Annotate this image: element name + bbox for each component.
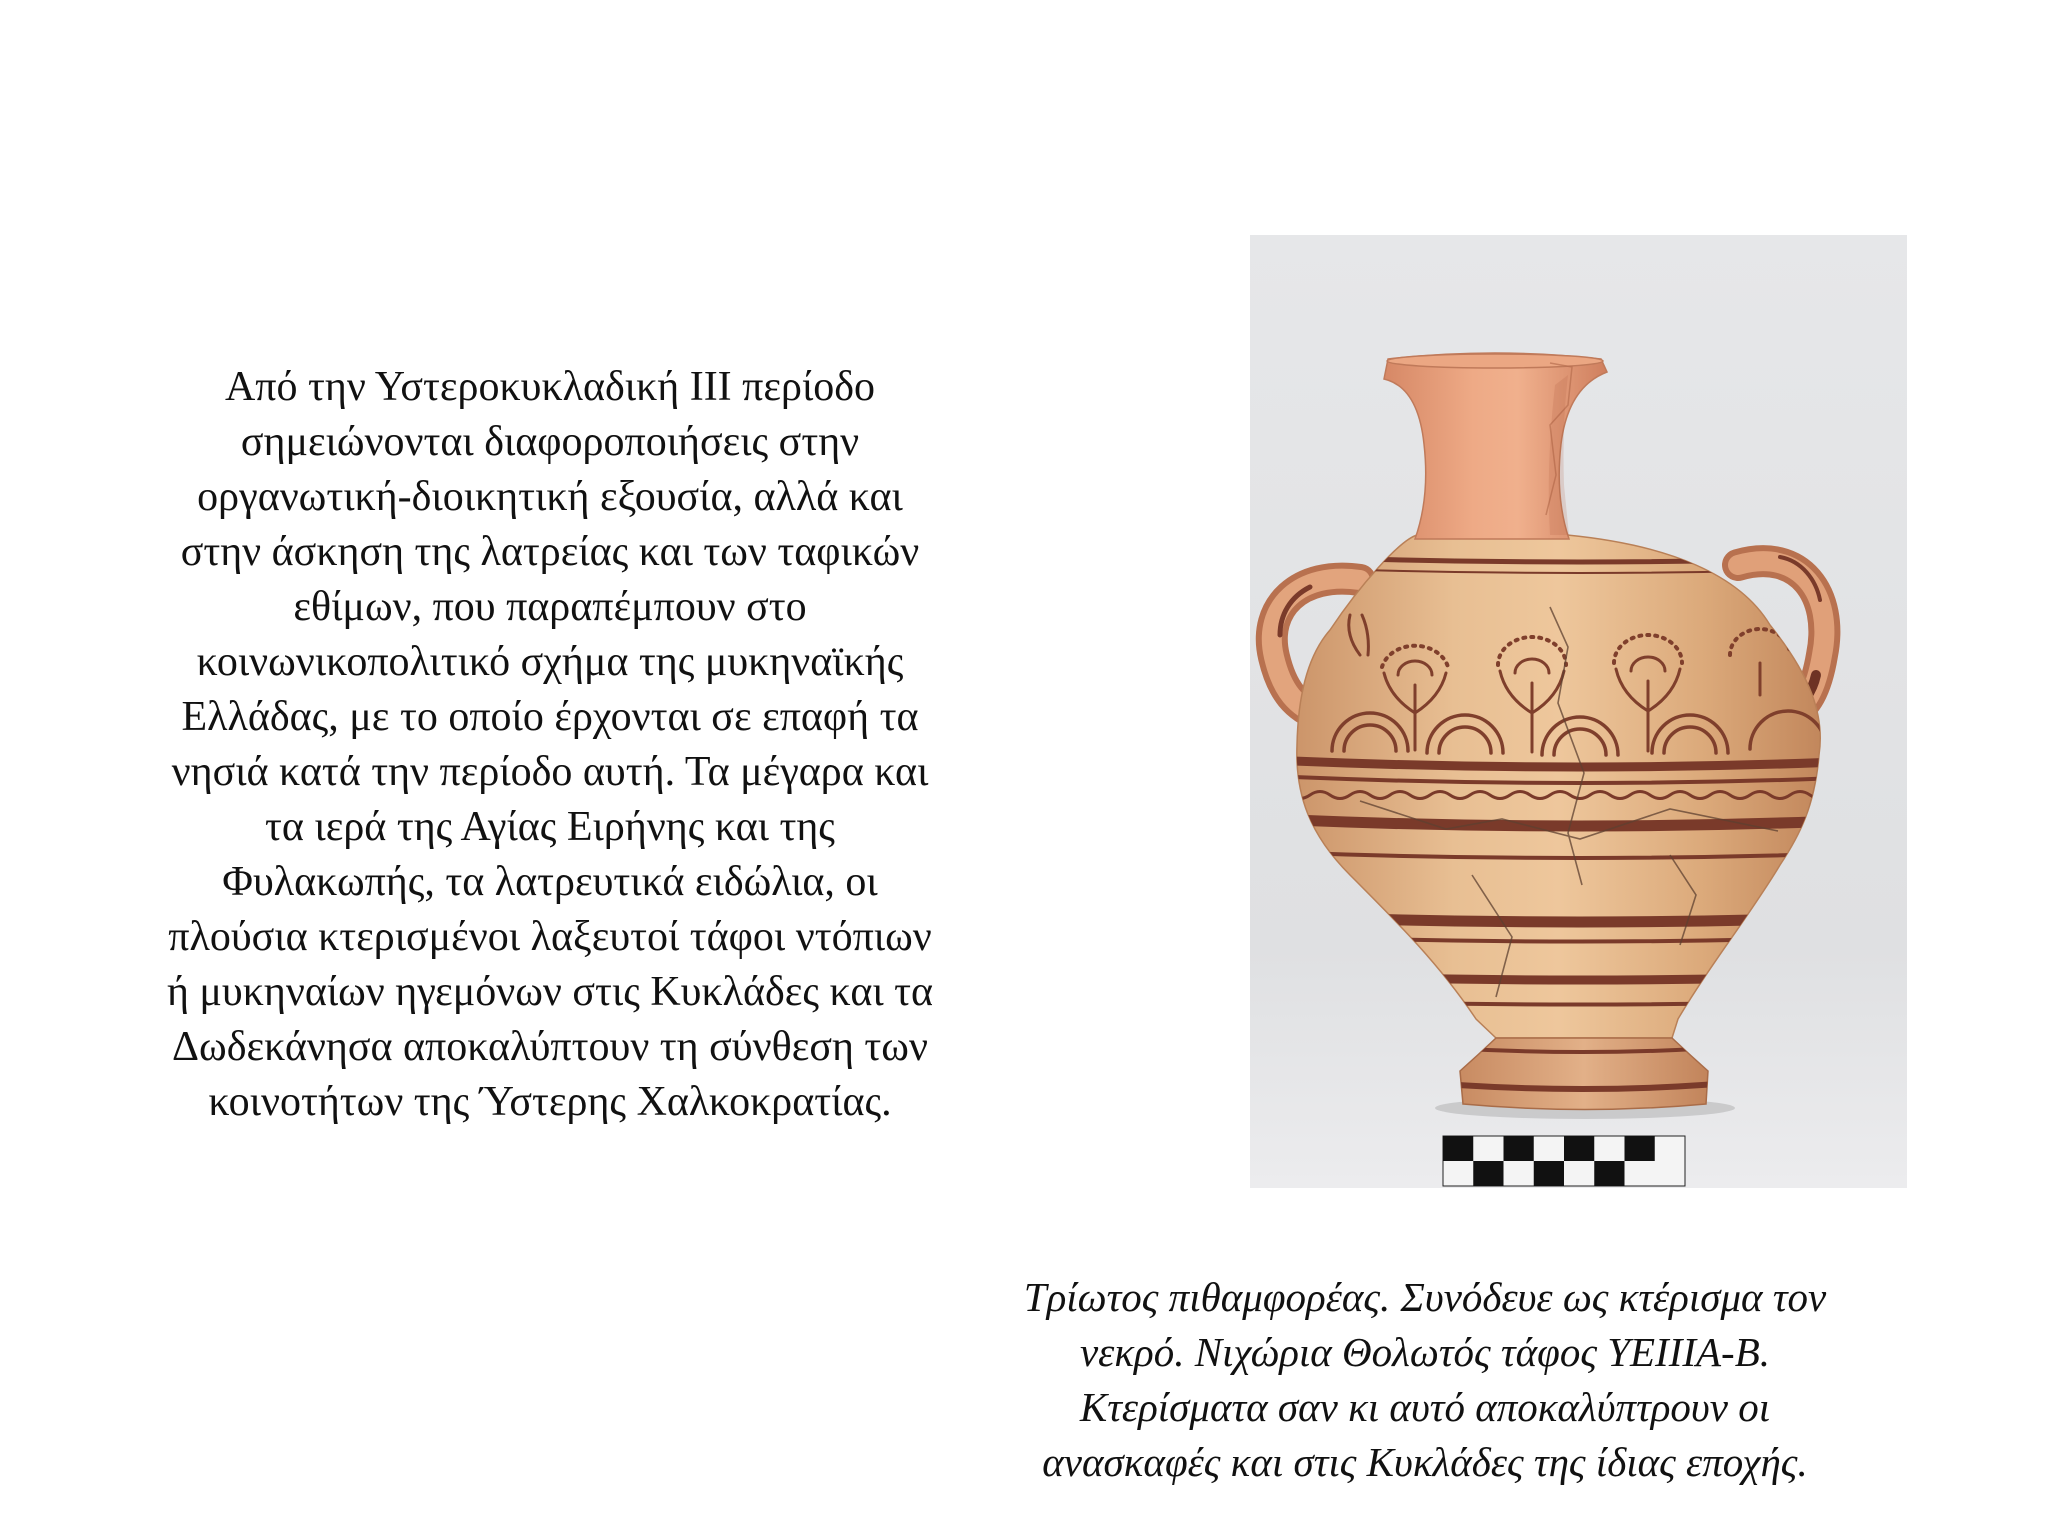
amphora-photo bbox=[1250, 235, 1907, 1188]
slide-body-text bbox=[100, 360, 1000, 1130]
body-text-line: ή μυκηναίων ηγεμόνων στις Κυκλάδες και τα bbox=[166, 969, 934, 1015]
scale-bar-cell bbox=[1504, 1136, 1534, 1161]
body-text-line: Ελλάδας, με το οποίο έρχονται σε επαφή τα bbox=[181, 694, 919, 740]
caption-line: νεκρό. Νιχώρια Θολωτός τάφος ΥΕΙΙΙΑ-Β. bbox=[1079, 1329, 1770, 1375]
caption-line: Τρίωτος πιθαμφορέας. Συνόδευε ως κτέρισμα τον bbox=[1023, 1274, 1827, 1320]
photo-caption bbox=[960, 1270, 1890, 1490]
body-text-line: Δωδεκάνησα αποκαλύπτουν τη σύνθεση των bbox=[172, 1024, 928, 1070]
scale-bar-cell bbox=[1443, 1136, 1473, 1161]
scale-bar-cell bbox=[1534, 1161, 1564, 1186]
scale-bar-cell bbox=[1473, 1161, 1503, 1186]
body-text-line: σημειώνονται διαφοροποιήσεις στην bbox=[240, 419, 860, 465]
body-text-line: νησιά κατά την περίοδο αυτή. Τα μέγαρα και bbox=[171, 749, 929, 795]
body-text-line: οργανωτική-διοικητική εξουσία, αλλά και bbox=[197, 474, 903, 520]
caption-line: Κτερίσματα σαν κι αυτό αποκαλύπτρουν οι bbox=[1079, 1384, 1771, 1430]
scale-bar-cell bbox=[1594, 1161, 1624, 1186]
amphora-illustration bbox=[1250, 235, 1907, 1188]
scale-bar-cell bbox=[1625, 1136, 1655, 1161]
caption-line: ανασκαφές και στις Κυκλάδες της ίδιας εποχής. bbox=[1042, 1439, 1808, 1485]
body-text-line: εθίμων, που παραπέμπουν στο bbox=[293, 584, 807, 630]
scale-bar bbox=[1443, 1136, 1685, 1186]
body-text-line: στην άσκηση της λατρείας και των ταφικών bbox=[180, 529, 920, 575]
body-text-line: Από την Υστεροκυκλαδική III περίοδο bbox=[224, 364, 876, 410]
body-text-line: τα ιερά της Αγίας Ειρήνης και της bbox=[265, 804, 835, 850]
vase-rim bbox=[1387, 354, 1603, 368]
body-text-line: κοινωνικοπολιτικό σχήμα της μυκηναϊκής bbox=[196, 639, 904, 685]
scale-bar-cell bbox=[1564, 1136, 1594, 1161]
body-text-line: κοινοτήτων της Ύστερης Χαλκοκρατίας. bbox=[208, 1079, 892, 1125]
body-text-line: πλούσια κτερισμένοι λαξευτοί τάφοι ντόπιων bbox=[168, 914, 932, 960]
body-text-line: Φυλακωπής, τα λατρευτικά ειδώλια, οι bbox=[222, 859, 878, 905]
